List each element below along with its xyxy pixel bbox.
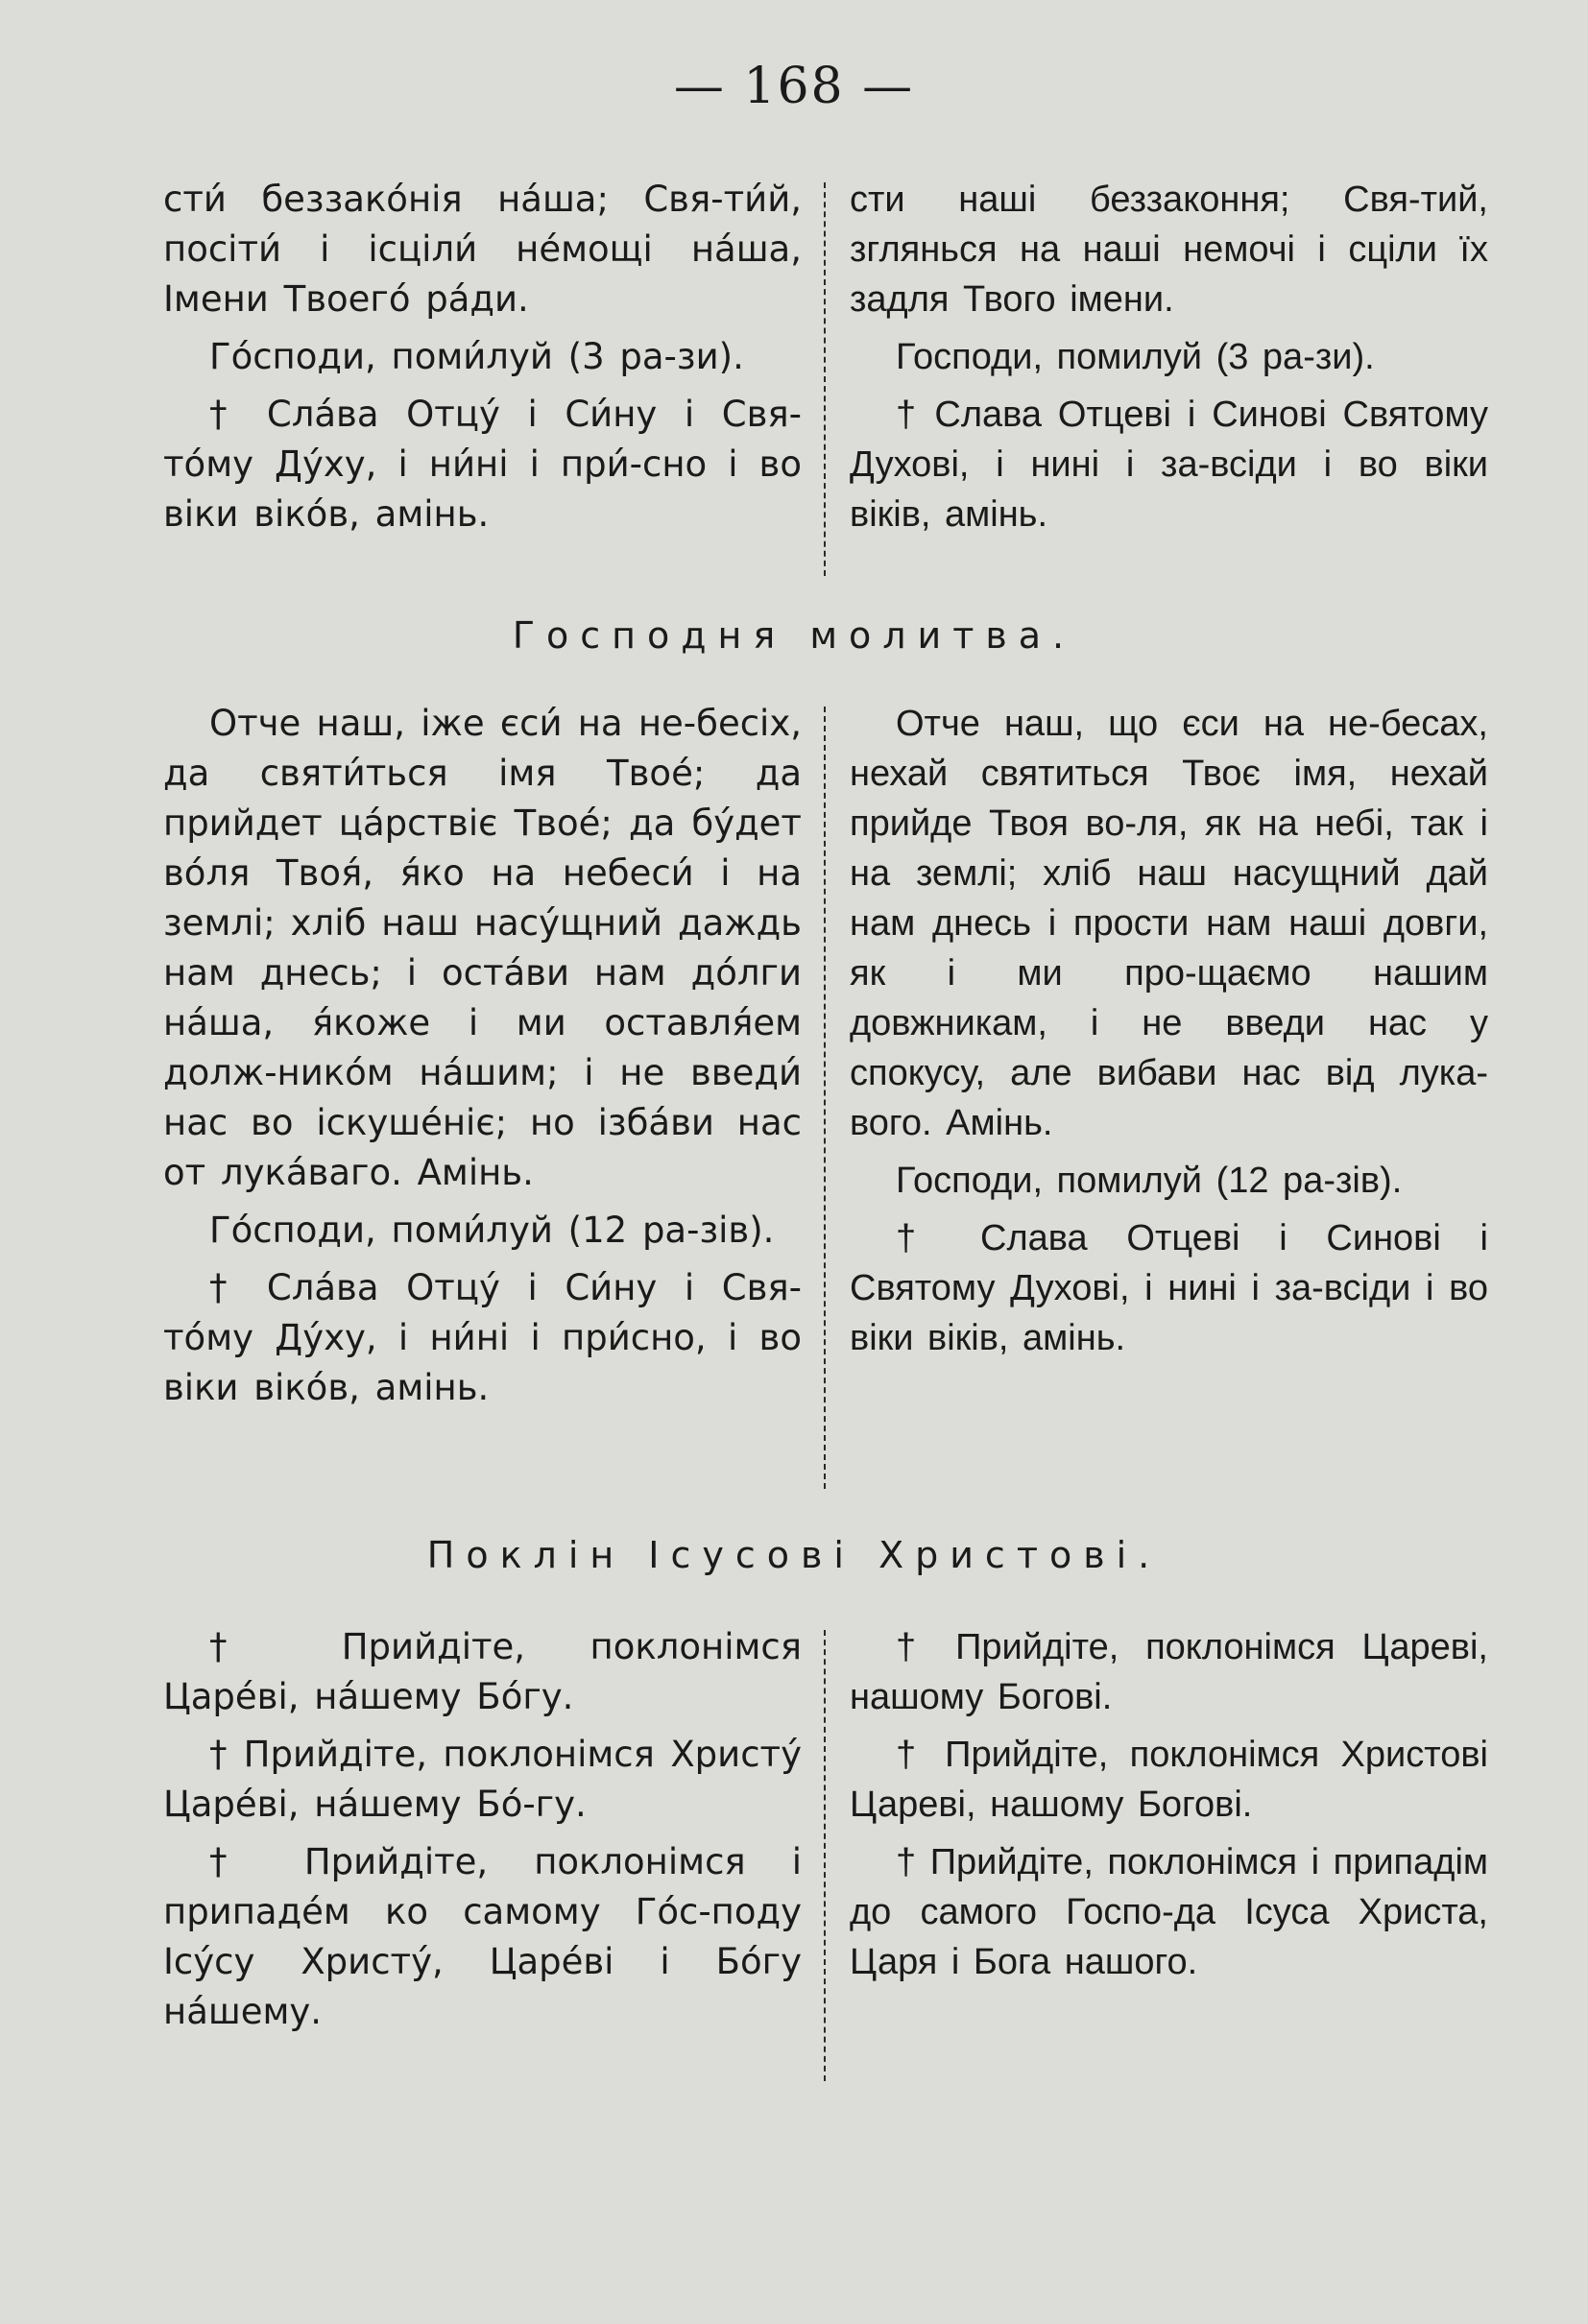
paragraph: Господи, помилуй (12 ра-зів). bbox=[896, 1161, 1403, 1201]
paragraph: Господи, помилуй (3 ра-зи). bbox=[896, 337, 1375, 377]
paragraph: † Прийдіте, поклонімся Царе́ві, на́шему Бо́гу. bbox=[163, 1626, 802, 1717]
paragraph: † Прийдіте, поклонімся Цареві, нашому Богові. bbox=[850, 1627, 1488, 1717]
paragraph: † Прийдіте, поклонімся Христові Цареві, нашому Богові. bbox=[850, 1735, 1488, 1825]
column-divider bbox=[824, 707, 826, 1489]
left-column bbox=[163, 1622, 802, 2045]
paragraph: Отче наш, іже єси́ на не-бесіх, да святи́ться імя Твое́; да прийдет ца́рствіє Твое́; да бу́дет во́ля Твоя́, я́ко на небеси́ і на землі; хліб наш насу́щний даждь нам днесь; і оста́ви нам до́лги на́ша, я́коже і ми оставля́ем долж-нико́м на́шим; і не введи́ нас во іскуше́ніє; но ізба́ви нас от лука́ваго. Амінь. bbox=[163, 703, 802, 1193]
right-column bbox=[850, 175, 1488, 547]
section-2 bbox=[163, 699, 1488, 1496]
paragraph: сти наші беззаконня; Свя-тий, зглянься на наші немочі і сціли їх задля Твого імени. bbox=[850, 180, 1488, 320]
column-divider bbox=[824, 1630, 826, 2081]
column-divider bbox=[824, 182, 826, 576]
paragraph: Го́споди, поми́луй (3 ра-зи). bbox=[209, 336, 744, 377]
left-column bbox=[163, 699, 802, 1421]
right-column bbox=[850, 699, 1488, 1371]
section-heading: Поклін Ісусові Христові. bbox=[426, 1534, 1162, 1576]
paragraph: † Сла́ва Отцу́ і Си́ну і Свя-то́му Ду́ху, і ни́ні і при́сно, і во віки віко́в, амінь. bbox=[163, 1267, 802, 1408]
section-3 bbox=[163, 1622, 1488, 2083]
right-column bbox=[850, 1622, 1488, 1995]
section-1 bbox=[163, 175, 1488, 578]
paragraph: Отче наш, що єси на не-бесах, нехай святиться Твоє імя, нехай прийде Твоя во-ля, як на небі, так і на землі; хліб наш насущний дай нам днесь і прости нам наші довги, як і ми про-щаємо нашим довжникам, і не введи нас у спокусу, але вибави нас від лука-вого. Амінь. bbox=[850, 704, 1488, 1143]
paragraph: сти́ беззако́нія на́ша; Свя-ти́й, посіти́ і ісціли́ не́мощі на́ша, Імени Твоего́ ра́ди. bbox=[163, 179, 802, 320]
paragraph: † Сла́ва Отцу́ і Си́ну і Свя-то́му Ду́ху, і ни́ні і при́-сно і во віки віко́в, амінь. bbox=[163, 394, 802, 535]
paragraph: † Прийдіте, поклонімся Христу́ Царе́ві, на́шему Бо́-гу. bbox=[163, 1734, 802, 1825]
page-number: — 168 — bbox=[673, 58, 915, 115]
paragraph: † Слава Отцеві і Синові і Святому Духові, і нині і за-всіди і во віки віків, амінь. bbox=[850, 1218, 1488, 1358]
paragraph: † Прийдіте, поклонімся і припаде́м ко самому Го́с-поду Ісу́су Христу́, Царе́ві і Бо́гу на́шему. bbox=[163, 1841, 802, 2032]
paragraph: † Слава Отцеві і Синові Святому Духові, і нині і за-всіди і во віки віків, амінь. bbox=[850, 395, 1488, 535]
paragraph: † Прийдіте, поклонімся і припадім до самого Госпо-да Ісуса Христа, Царя і Бога нашого. bbox=[850, 1842, 1489, 1982]
left-column bbox=[163, 175, 802, 547]
paragraph: Го́споди, поми́луй (12 ра-зів). bbox=[209, 1210, 775, 1251]
section-heading: Господня молитва. bbox=[512, 614, 1076, 657]
